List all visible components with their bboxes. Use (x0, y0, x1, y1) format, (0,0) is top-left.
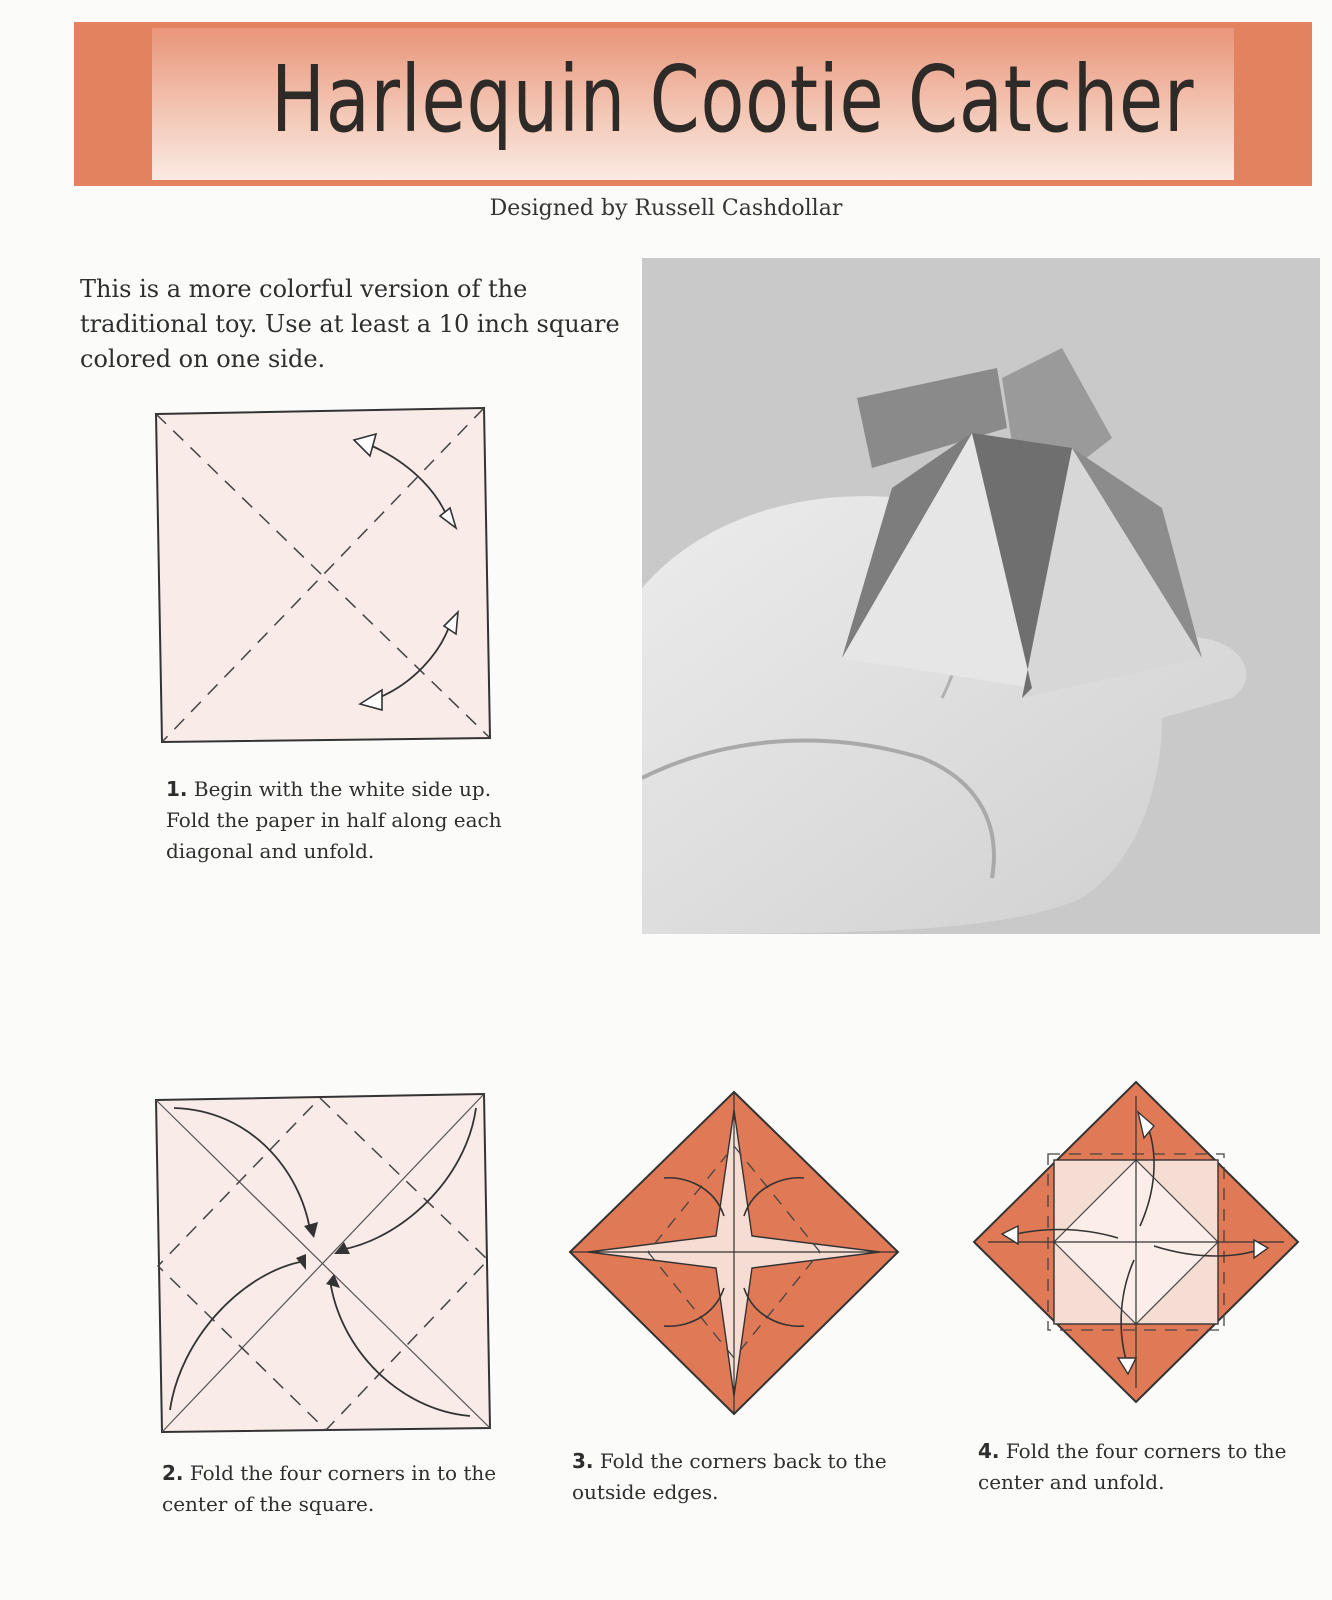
step-3-text: Fold the corners back to the outside edges. (572, 1449, 887, 1504)
step-4-text: Fold the four corners to the center and unfold. (978, 1439, 1287, 1494)
step-2-text: Fold the four corners in to the center of the square. (162, 1461, 497, 1516)
designer-byline: Designed by Russell Cashdollar (489, 196, 843, 221)
step-1-text: Begin with the white side up. Fold the paper in half along each diagonal and unfold. (166, 777, 502, 863)
finished-model-photo (642, 258, 1320, 934)
step-1-caption (166, 774, 506, 867)
step-1-number: 1. (166, 777, 188, 801)
step-2-caption (162, 1458, 522, 1520)
page-title: Harlequin Cootie Catcher (271, 46, 1195, 153)
hand-holding-model-illustration (642, 258, 1320, 934)
step-1-diagram (150, 404, 500, 746)
step-4-caption (978, 1436, 1308, 1498)
step-3-caption (572, 1446, 902, 1508)
step-2-number: 2. (162, 1461, 184, 1485)
title-banner-inner (152, 28, 1234, 180)
step-2-diagram (150, 1090, 500, 1438)
title-banner (74, 22, 1312, 186)
step-3-number: 3. (572, 1449, 594, 1473)
step-4-diagram (968, 1076, 1304, 1408)
intro-paragraph: This is a more colorful version of the traditional toy. Use at least a 10 inch square colored on one side. (80, 275, 620, 373)
step-3-diagram (564, 1086, 904, 1418)
step-4-number: 4. (978, 1439, 1000, 1463)
